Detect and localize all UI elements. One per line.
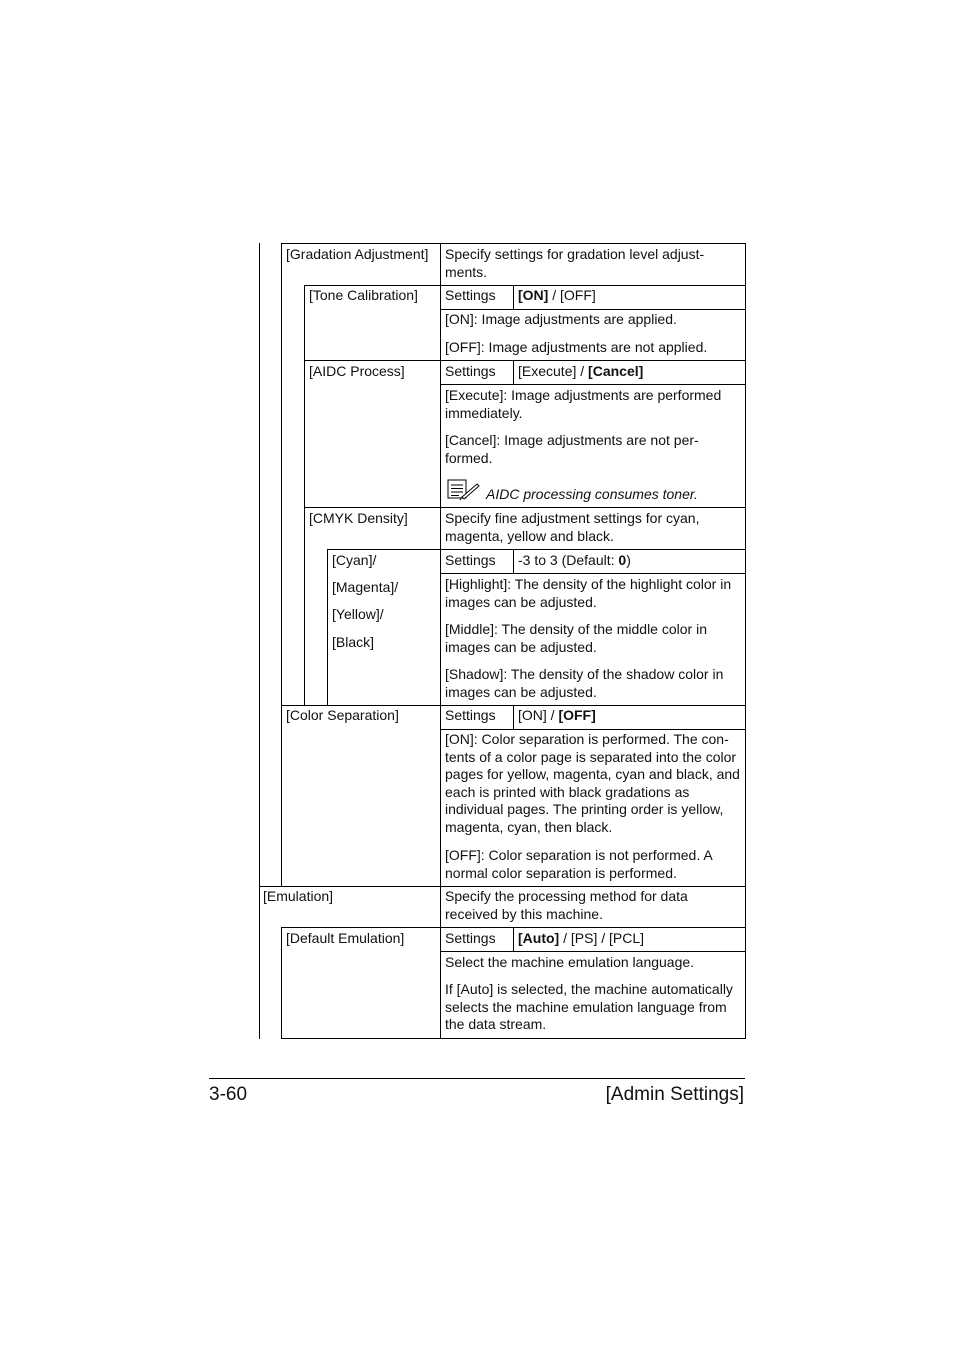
row-rule: [304, 360, 746, 361]
default-emulation-desc-select: Select the machine emulation language.: [445, 954, 695, 970]
level1-left-rule: [281, 243, 282, 886]
row-rule: [281, 705, 746, 706]
note-memo-icon: [446, 477, 482, 501]
default-option: [Auto]: [518, 930, 560, 946]
range-text-end: ): [626, 552, 631, 568]
settings-divider: [513, 285, 514, 309]
color-density-desc-middle: [Middle]: The density of the middle color in images can be adjusted.: [445, 621, 707, 655]
gradation-adjustment-desc: Specify settings for gradation level adjust-ments.: [445, 246, 705, 280]
settings-divider: [513, 927, 514, 951]
level3-left-rule: [327, 549, 328, 706]
color-density-desc-shadow: [Shadow]: The density of the shadow color in images can be adjusted.: [445, 666, 724, 700]
settings-label: Settings: [445, 552, 496, 568]
row-rule: [440, 384, 746, 385]
color-density-options: [518, 552, 631, 570]
emulation-label: [Emulation]: [263, 888, 334, 904]
tone-calibration-desc-off: [OFF]: Image adjustments are not applied.: [445, 339, 708, 355]
table-right-edge: [745, 243, 746, 1039]
page-number: 3-60: [209, 1084, 248, 1105]
tone-calibration-desc-on: [ON]: Image adjustments are applied.: [445, 311, 677, 327]
default-emulation-label: [Default Emulation]: [286, 930, 405, 946]
aidc-process-desc-cancel: [Cancel]: Image adjustments are not per-formed.: [445, 432, 699, 466]
emulation-desc: Specify the processing method for data received by this machine.: [445, 888, 688, 922]
settings-label: Settings: [445, 363, 496, 379]
color-separation-desc-off: [OFF]: Color separation is not performed. A normal color separation is performed.: [445, 847, 712, 881]
tone-calibration-label: [Tone Calibration]: [309, 287, 418, 303]
color-separation-options: [518, 707, 596, 725]
row-rule: [440, 729, 746, 730]
default-value: 0: [618, 552, 627, 568]
color-label-black: [Black]: [332, 634, 375, 650]
default-option: [ON]: [518, 287, 549, 303]
other-options: / [PS] / [PCL]: [559, 930, 645, 946]
level2-left-rule: [304, 285, 305, 706]
settings-label: Settings: [445, 287, 496, 303]
other-options: [Execute] /: [518, 363, 589, 379]
column-divider: [440, 243, 441, 1039]
default-emulation-options: [518, 930, 644, 948]
row-rule: [281, 927, 746, 928]
color-density-desc-highlight: [Highlight]: The density of the highlight color in images can be adjusted.: [445, 576, 732, 610]
row-rule: [440, 951, 746, 952]
aidc-process-label: [AIDC Process]: [309, 363, 405, 379]
aidc-process-options: [518, 363, 643, 381]
row-rule: [440, 309, 746, 310]
range-text: -3 to 3 (Default:: [518, 552, 619, 568]
level1-left-rule-emulation: [281, 927, 282, 1039]
outer-left-rule: [259, 243, 260, 1039]
color-label-cyan: [Cyan]/: [332, 552, 377, 568]
row-rule: [304, 285, 746, 286]
cmyk-density-desc: Specify fine adjustment settings for cyan, magenta, yellow and black.: [445, 510, 700, 544]
aidc-process-desc-execute: [Execute]: Image adjustments are performed immediately.: [445, 387, 722, 421]
row-rule: [440, 573, 746, 574]
default-emulation-desc-auto: If [Auto] is selected, the machine automatically selects the machine emulation language from the data stream.: [445, 981, 733, 1032]
aidc-process-note: AIDC processing consumes toner.: [486, 486, 698, 502]
row-rule: [281, 243, 746, 244]
color-label-magenta: [Magenta]/: [332, 579, 399, 595]
row-rule: [259, 886, 746, 887]
color-separation-label: [Color Separation]: [286, 707, 399, 723]
settings-label: Settings: [445, 707, 496, 723]
gradation-adjustment-label: [Gradation Adjustment]: [286, 246, 429, 262]
row-rule: [327, 549, 746, 550]
settings-label: Settings: [445, 930, 496, 946]
row-rule: [281, 1038, 746, 1039]
settings-divider: [513, 360, 514, 384]
default-option: [OFF]: [558, 707, 596, 723]
tone-calibration-options: [518, 287, 596, 305]
other-options: / [OFF]: [548, 287, 596, 303]
settings-divider: [513, 549, 514, 573]
footer-rule: [209, 1078, 745, 1079]
color-label-yellow: [Yellow]/: [332, 606, 384, 622]
row-rule: [304, 507, 746, 508]
color-separation-desc-on: [ON]: Color separation is performed. The con-tents of a color page is separated into the color pages for yellow, magenta, cyan and black, and each is printed with black gradations as individual pages. The printing order is yellow, magenta, cyan, then black.: [445, 731, 740, 835]
default-option: [Cancel]: [588, 363, 644, 379]
cmyk-density-label: [CMYK Density]: [309, 510, 408, 526]
section-title: [Admin Settings]: [605, 1084, 744, 1105]
other-options: [ON] /: [518, 707, 559, 723]
settings-divider: [513, 705, 514, 729]
